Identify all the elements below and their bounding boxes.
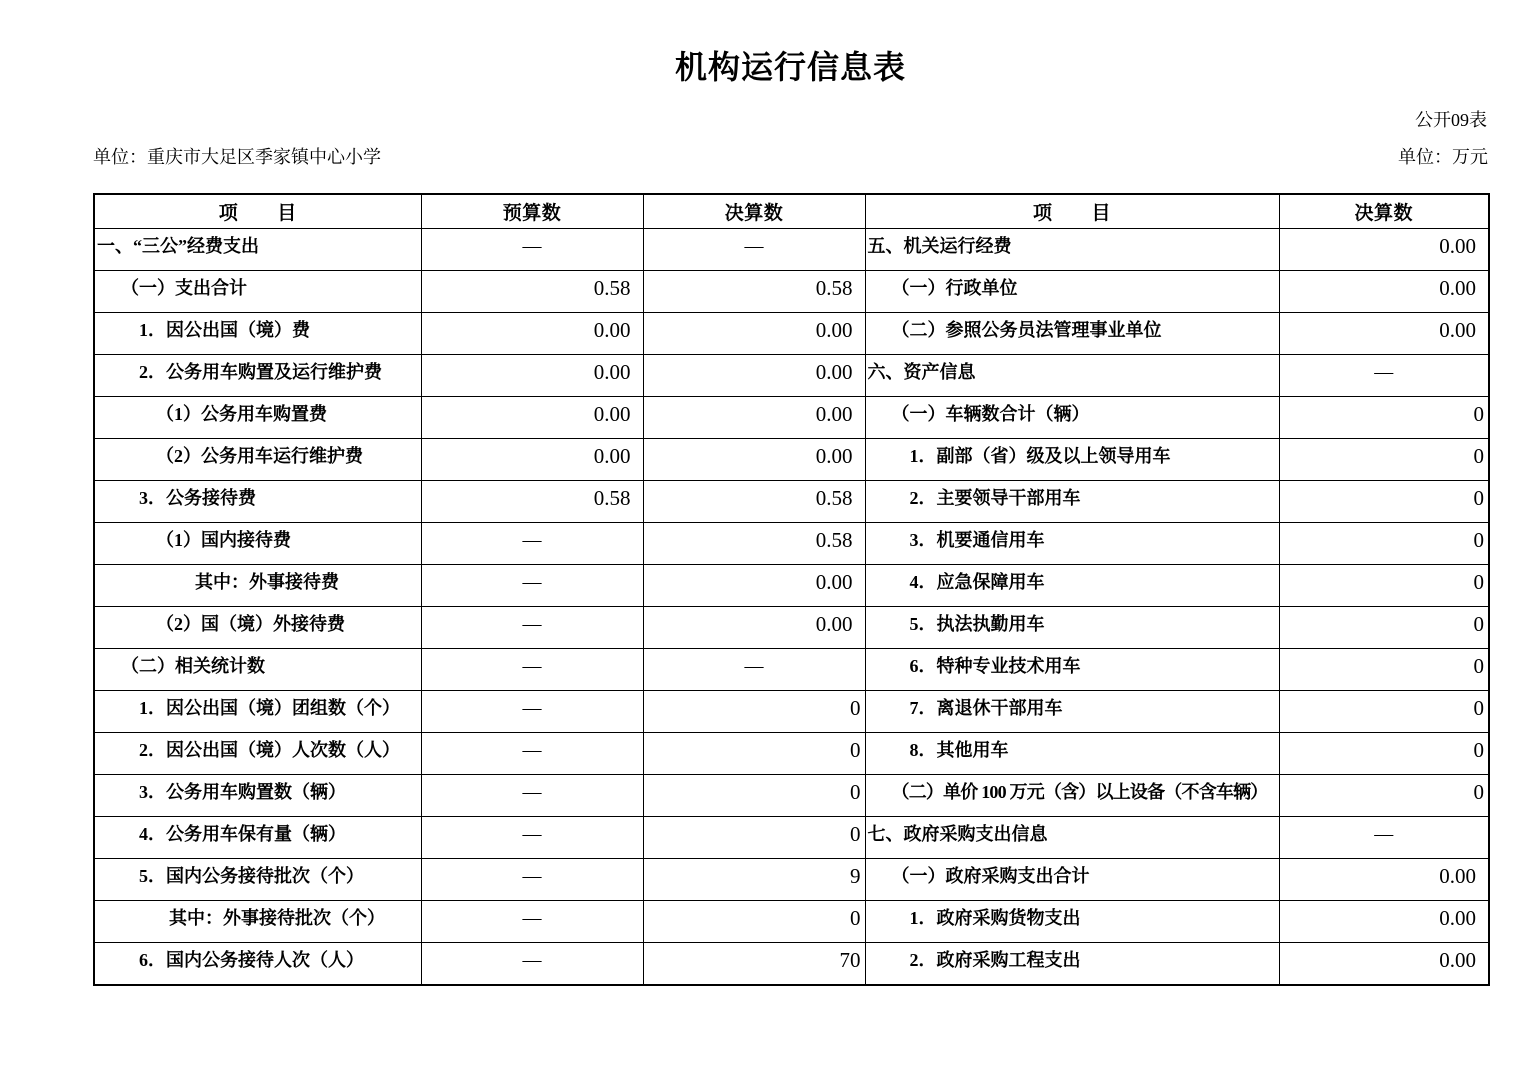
item-label-cell: 六、资产信息 bbox=[865, 355, 1279, 397]
header-item-right: 项 目 bbox=[865, 194, 1279, 229]
item-label-cell: 4．公务用车保有量（辆） bbox=[94, 817, 421, 859]
item-label-cell: 1．因公出国（境）团组数（个） bbox=[94, 691, 421, 733]
budget-value-cell: — bbox=[421, 901, 643, 943]
unit-currency-label: 单位：万元 bbox=[1398, 147, 1488, 167]
final-value-cell: 0.58 bbox=[643, 523, 865, 565]
table-row bbox=[94, 229, 1489, 271]
unit-row bbox=[93, 147, 1488, 169]
final-value-cell: 0 bbox=[1279, 523, 1489, 565]
item-label-cell: 其中：外事接待费 bbox=[94, 565, 421, 607]
budget-value-cell: — bbox=[421, 733, 643, 775]
table-row bbox=[94, 691, 1489, 733]
item-label-cell: （2）国（境）外接待费 bbox=[94, 607, 421, 649]
item-label-cell: （一）政府采购支出合计 bbox=[865, 859, 1279, 901]
final-value-cell: 0 bbox=[643, 733, 865, 775]
final-value-cell: 0.00 bbox=[1279, 313, 1489, 355]
final-value-cell: — bbox=[1279, 817, 1489, 859]
budget-value-cell: — bbox=[421, 565, 643, 607]
final-value-cell: 0.00 bbox=[643, 565, 865, 607]
final-value-cell: 0 bbox=[643, 817, 865, 859]
final-value-cell: 0 bbox=[643, 691, 865, 733]
final-value-cell: 0.00 bbox=[1279, 859, 1489, 901]
table-row bbox=[94, 817, 1489, 859]
final-value-cell: 0 bbox=[1279, 397, 1489, 439]
item-label-cell: 3．公务接待费 bbox=[94, 481, 421, 523]
budget-value-cell: — bbox=[421, 943, 643, 985]
final-value-cell: 0.00 bbox=[1279, 229, 1489, 271]
item-label-cell: 七、政府采购支出信息 bbox=[865, 817, 1279, 859]
final-value-cell: — bbox=[643, 649, 865, 691]
table-row bbox=[94, 313, 1489, 355]
budget-value-cell: — bbox=[421, 817, 643, 859]
item-label-cell: 其中：外事接待批次（个） bbox=[94, 901, 421, 943]
item-label-cell: 2．主要领导干部用车 bbox=[865, 481, 1279, 523]
item-label-cell: 2．因公出国（境）人次数（人） bbox=[94, 733, 421, 775]
header-item-left: 项 目 bbox=[94, 194, 421, 229]
final-value-cell: 9 bbox=[643, 859, 865, 901]
item-label-cell: （二）参照公务员法管理事业单位 bbox=[865, 313, 1279, 355]
header-final-left: 决算数 bbox=[643, 194, 865, 229]
final-value-cell: 0 bbox=[1279, 607, 1489, 649]
table-row bbox=[94, 271, 1489, 313]
item-label-cell: 5．执法执勤用车 bbox=[865, 607, 1279, 649]
table-row bbox=[94, 355, 1489, 397]
item-label-cell: （一）行政单位 bbox=[865, 271, 1279, 313]
final-value-cell: 0.00 bbox=[643, 439, 865, 481]
table-row bbox=[94, 943, 1489, 985]
item-label-cell: 2．政府采购工程支出 bbox=[865, 943, 1279, 985]
header-budget: 预算数 bbox=[421, 194, 643, 229]
item-label-cell: （1）国内接待费 bbox=[94, 523, 421, 565]
final-value-cell: 0 bbox=[643, 775, 865, 817]
final-value-cell: 0.00 bbox=[643, 607, 865, 649]
item-label-cell: 5．国内公务接待批次（个） bbox=[94, 859, 421, 901]
item-label-cell: 4．应急保障用车 bbox=[865, 565, 1279, 607]
table-code: 公开09表 bbox=[1415, 110, 1487, 130]
item-label-cell: 一、“三公”经费支出 bbox=[94, 229, 421, 271]
budget-value-cell: 0.58 bbox=[421, 271, 643, 313]
final-value-cell: 0.00 bbox=[1279, 901, 1489, 943]
header-final-right: 决算数 bbox=[1279, 194, 1489, 229]
item-label-cell: （二）相关统计数 bbox=[94, 649, 421, 691]
table-row bbox=[94, 649, 1489, 691]
table-header-row bbox=[94, 194, 1489, 229]
item-label-cell: （2）公务用车运行维护费 bbox=[94, 439, 421, 481]
item-label-cell: 1．政府采购货物支出 bbox=[865, 901, 1279, 943]
item-label-cell: 8．其他用车 bbox=[865, 733, 1279, 775]
budget-value-cell: — bbox=[421, 649, 643, 691]
budget-value-cell: — bbox=[421, 523, 643, 565]
table-row bbox=[94, 565, 1489, 607]
final-value-cell: 0 bbox=[643, 901, 865, 943]
budget-value-cell: — bbox=[421, 859, 643, 901]
final-value-cell: 0.00 bbox=[1279, 271, 1489, 313]
item-label-cell: 6．国内公务接待人次（人） bbox=[94, 943, 421, 985]
item-label-cell: 1．因公出国（境）费 bbox=[94, 313, 421, 355]
final-value-cell: 0.00 bbox=[1279, 943, 1489, 985]
item-label-cell: 3．公务用车购置数（辆） bbox=[94, 775, 421, 817]
final-value-cell: 0 bbox=[1279, 649, 1489, 691]
budget-value-cell: 0.58 bbox=[421, 481, 643, 523]
table-row bbox=[94, 607, 1489, 649]
item-label-cell: 五、机关运行经费 bbox=[865, 229, 1279, 271]
page-title: 机构运行信息表 bbox=[674, 49, 906, 85]
final-value-cell: 0 bbox=[1279, 481, 1489, 523]
table-row bbox=[94, 859, 1489, 901]
table-row bbox=[94, 439, 1489, 481]
item-label-cell: （一）车辆数合计（辆） bbox=[865, 397, 1279, 439]
table-row bbox=[94, 523, 1489, 565]
table-row bbox=[94, 733, 1489, 775]
final-value-cell: 0 bbox=[1279, 691, 1489, 733]
final-value-cell: 0.00 bbox=[643, 355, 865, 397]
item-label-cell: （一）支出合计 bbox=[94, 271, 421, 313]
final-value-cell: 0.58 bbox=[643, 271, 865, 313]
final-value-cell: 0 bbox=[1279, 733, 1489, 775]
final-value-cell: 0 bbox=[1279, 775, 1489, 817]
item-label-cell: 2．公务用车购置及运行维护费 bbox=[94, 355, 421, 397]
final-value-cell: 0 bbox=[1279, 565, 1489, 607]
budget-value-cell: — bbox=[421, 607, 643, 649]
item-label-cell: （二）单价 100 万元（含）以上设备（不含车辆） bbox=[865, 775, 1279, 817]
item-label-cell: 7．离退休干部用车 bbox=[865, 691, 1279, 733]
item-label-cell: 6．特种专业技术用车 bbox=[865, 649, 1279, 691]
final-value-cell: 0.00 bbox=[643, 397, 865, 439]
table-row bbox=[94, 481, 1489, 523]
budget-value-cell: 0.00 bbox=[421, 397, 643, 439]
table-row bbox=[94, 397, 1489, 439]
budget-value-cell: 0.00 bbox=[421, 439, 643, 481]
final-value-cell: 70 bbox=[643, 943, 865, 985]
budget-value-cell: — bbox=[421, 229, 643, 271]
final-value-cell: 0.58 bbox=[643, 481, 865, 523]
operation-info-table bbox=[93, 193, 1490, 986]
final-value-cell: 0 bbox=[1279, 439, 1489, 481]
final-value-cell: — bbox=[1279, 355, 1489, 397]
budget-value-cell: — bbox=[421, 691, 643, 733]
final-value-cell: 0.00 bbox=[643, 313, 865, 355]
item-label-cell: 1．副部（省）级及以上领导用车 bbox=[865, 439, 1279, 481]
budget-value-cell: — bbox=[421, 775, 643, 817]
item-label-cell: 3．机要通信用车 bbox=[865, 523, 1279, 565]
final-value-cell: — bbox=[643, 229, 865, 271]
unit-name-label: 单位：重庆市大足区季家镇中心小学 bbox=[93, 147, 381, 167]
item-label-cell: （1）公务用车购置费 bbox=[94, 397, 421, 439]
budget-value-cell: 0.00 bbox=[421, 355, 643, 397]
table-row bbox=[94, 775, 1489, 817]
table-row bbox=[94, 901, 1489, 943]
budget-value-cell: 0.00 bbox=[421, 313, 643, 355]
